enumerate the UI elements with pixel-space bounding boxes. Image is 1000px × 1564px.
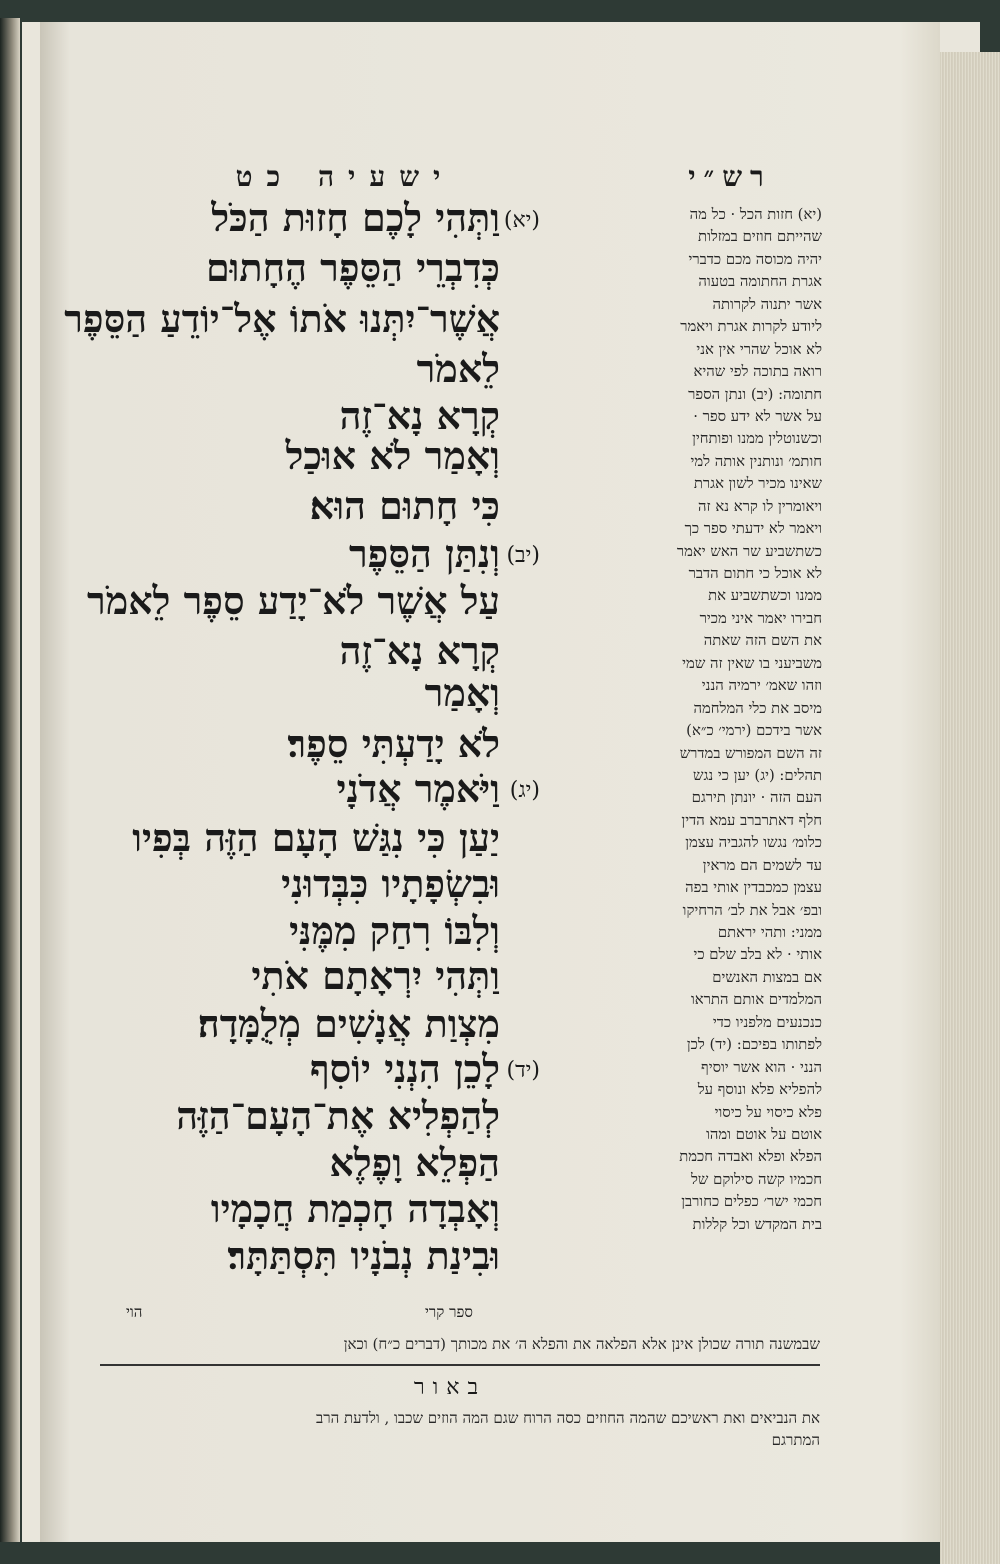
- verse-line: יַעַן כִּי נִגַּשׁ הָעָם הַזֶּה בְּפִיו: [132, 815, 500, 860]
- verse-line: וַתְּהִי יִרְאָתָם אֹתִי: [251, 953, 500, 998]
- rashi-line: זה השם המפורש במדרש: [679, 744, 822, 762]
- running-header-commentary: רש״י: [688, 160, 772, 193]
- verse-line: וְאָמַר לֹא אוּכַל: [285, 433, 500, 478]
- rashi-line: חכמיו קשה סילוקם של: [691, 1170, 822, 1188]
- rashi-line: תהלים: (יג) יען כי נגש: [693, 766, 822, 784]
- rashi-line: את השם הזה שאתה: [703, 632, 822, 650]
- verse-line: לֵאמֹר: [416, 346, 500, 391]
- rashi-line: כנכנעים מלפניו כדי: [712, 1013, 822, 1031]
- verse-line: וְנִתַּן הַסֵּפֶר: [349, 531, 500, 576]
- rashi-line: עד לשמים הם מראין: [702, 856, 822, 874]
- verse-line: וּבִשְׂפָתָיו כִּבְּדוּנִי: [281, 861, 500, 906]
- rashi-line: אשר בידכם (ירמי׳ כ״א): [686, 722, 822, 740]
- verse-number: (יא): [503, 208, 540, 233]
- rashi-line: אם במצות האנשים: [712, 968, 822, 986]
- verse-line: לָכֵן הִנְנִי יוֹסִף: [309, 1046, 500, 1091]
- rashi-line: על אשר לא ידע ספר ·: [693, 407, 822, 425]
- rashi-line: לא אוכל שהרי אין אני: [696, 340, 822, 358]
- divider-rule: [100, 1364, 820, 1366]
- rashi-line: וכשנוטלין ממנו ופותחין: [692, 430, 822, 448]
- rashi-line: חכמי ישר׳ כפלים כחורבן: [681, 1193, 822, 1211]
- rashi-line: הפלא ופלא ואבדה חכמת: [679, 1148, 822, 1166]
- rashi-line: חתומה: (יב) ונתן הספר: [688, 385, 822, 403]
- verse-line: הַפְלֵא וָפֶלֶא: [329, 1140, 500, 1185]
- rashi-line: ממני: ותהי יראתם: [717, 924, 822, 941]
- verse-number: (יד): [506, 1058, 540, 1083]
- page-edges: [940, 52, 1000, 1564]
- rashi-line: משביעני בו שאין זה שמי: [682, 654, 822, 672]
- verse-line: וַיֹּאמֶר אֲדֹנָי: [336, 766, 500, 811]
- rashi-line: חותמ׳ ונותנין אותה למי: [690, 452, 822, 470]
- verse-line: כְּדִבְרֵי הַסֵּפֶר הֶחָתוּם: [205, 245, 500, 290]
- verse-line: וְאָבְדָה חָכְמַת חֲכָמָיו: [210, 1186, 500, 1231]
- page-surface: [40, 22, 940, 1542]
- rashi-line: יהיה מכוסה מכם כדברי: [688, 250, 822, 268]
- rashi-line: שאינו מכיר לשון אגרת: [693, 475, 822, 493]
- rashi-line: אוטם על אוטם ומהו: [706, 1125, 822, 1143]
- verse-line: וְלִבּוֹ רִחַק מִמֶּנִּי: [289, 908, 500, 953]
- rashi-line: שהייתם חוזים במזלות: [698, 228, 822, 246]
- rashi-line: חלף דאתרברב עמא הדין: [681, 811, 822, 829]
- verse-number: (יב): [506, 543, 540, 568]
- verse-line: עַל אֲשֶׁר לֹא־יָדַע סֵפֶר לֵאמֹר: [87, 578, 500, 623]
- verse-line: מִצְוַת אֲנָשִׁים מְלֻמָּדָה׃: [197, 1001, 500, 1046]
- section-label: ספר קרי: [425, 1303, 473, 1321]
- verse-line: לְהַפְלִיא אֶת־הָעָם־הַזֶּה: [176, 1093, 500, 1138]
- rashi-line: ליודע לקרות אגרת ויאמר: [680, 318, 822, 336]
- verse-line: קְרָא נָא־זֶה: [339, 393, 500, 438]
- rashi-line: העם הזה · יונתן תירגם: [691, 789, 822, 807]
- verse-number: (יג): [509, 778, 540, 803]
- rashi-line: ויאמר לא ידעתי ספר כך: [684, 520, 822, 538]
- beur-line: את הנביאים ואת ראשיכם שהמה החוזים כסה הרוח שגם המה הוזים שכבו , ולדעת הרב: [316, 1409, 820, 1427]
- book-spine: [0, 18, 20, 1542]
- rashi-line: אשר יתנוה לקרותה: [712, 295, 822, 313]
- catchword: הוי: [126, 1303, 143, 1321]
- rashi-commentary: [616, 204, 822, 1236]
- rashi-line: הנני · הוא אשר יוסיף: [701, 1058, 822, 1076]
- rashi-line: וזהו שאמ׳ ירמיה הנני: [701, 677, 822, 695]
- rashi-line: כשתשביע שר האש יאמר: [676, 542, 822, 560]
- rashi-line: ויאומרין לו קרא נא זה: [698, 497, 822, 515]
- verse-line: אֲשֶׁר־יִתְּנוּ אֹתוֹ אֶל־יוֹדֵעַ הַסֵּפֶר: [64, 296, 500, 341]
- beur-title: באור: [413, 1375, 487, 1400]
- rashi-line: כלומ׳ נגשו להגביה עצמן: [685, 834, 822, 852]
- verse-line: כִּי חָתוּם הוּא׃: [309, 483, 500, 528]
- rashi-line: לא אוכל כי חתום הדבר: [688, 565, 822, 582]
- rashi-line: עצמן כמכבדין אותי בפה: [685, 879, 822, 897]
- running-header-main: ישעיה כט: [235, 160, 455, 193]
- rashi-line: ובפ׳ אבל את לב׳ הרחיקו: [682, 901, 822, 919]
- rashi-continuation: שבמשנה תורה שכולן אינן אלא הפלאה את והפלא ה׳ את מכותך (דברים כ״ח) וכאן: [343, 1335, 820, 1353]
- rashi-line: להפליא פלא ונוסף על: [697, 1081, 822, 1099]
- rashi-line: מיסב את כלי המלחמה: [693, 699, 822, 717]
- beur-commentary: [100, 1407, 820, 1451]
- verse-line: וַתְּהִי לָכֶם חָזוּת הַכֹּל: [211, 195, 500, 240]
- verse-line: קְרָא נָא־זֶה: [339, 628, 500, 673]
- rashi-line: אגרת החתומה בטעוה: [698, 273, 822, 291]
- rashi-line: אותי · לא בלב שלם כי: [693, 946, 822, 964]
- rashi-line: פלא כיסוי על כיסוי: [714, 1103, 822, 1121]
- rashi-line: רואה בתוכה לפי שהיא: [693, 363, 822, 381]
- rashi-line: המלמדים אותם התראו: [690, 991, 822, 1009]
- verse-line: וְאָמַר: [424, 670, 500, 715]
- verse-line: וּבִינַת נְבֹנָיו תִּסְתַּתָּר׃: [227, 1233, 500, 1278]
- rashi-line: חבירו יאמר איני מכיר: [699, 609, 822, 627]
- rashi-line: בית המקדש וכל קללות: [692, 1215, 822, 1233]
- verse-line: לֹא יָדַעְתִּי סֵפֶר׃: [287, 721, 500, 766]
- rashi-line: לפתותו בפיכם: (יד) לכן: [686, 1036, 822, 1054]
- rashi-line: (יא) חזות הכל · כל מה: [689, 206, 822, 223]
- book-page: [22, 22, 980, 1542]
- rashi-line: ממנו וכשתשביע את: [708, 587, 822, 605]
- beur-line: המתרגם: [771, 1431, 820, 1449]
